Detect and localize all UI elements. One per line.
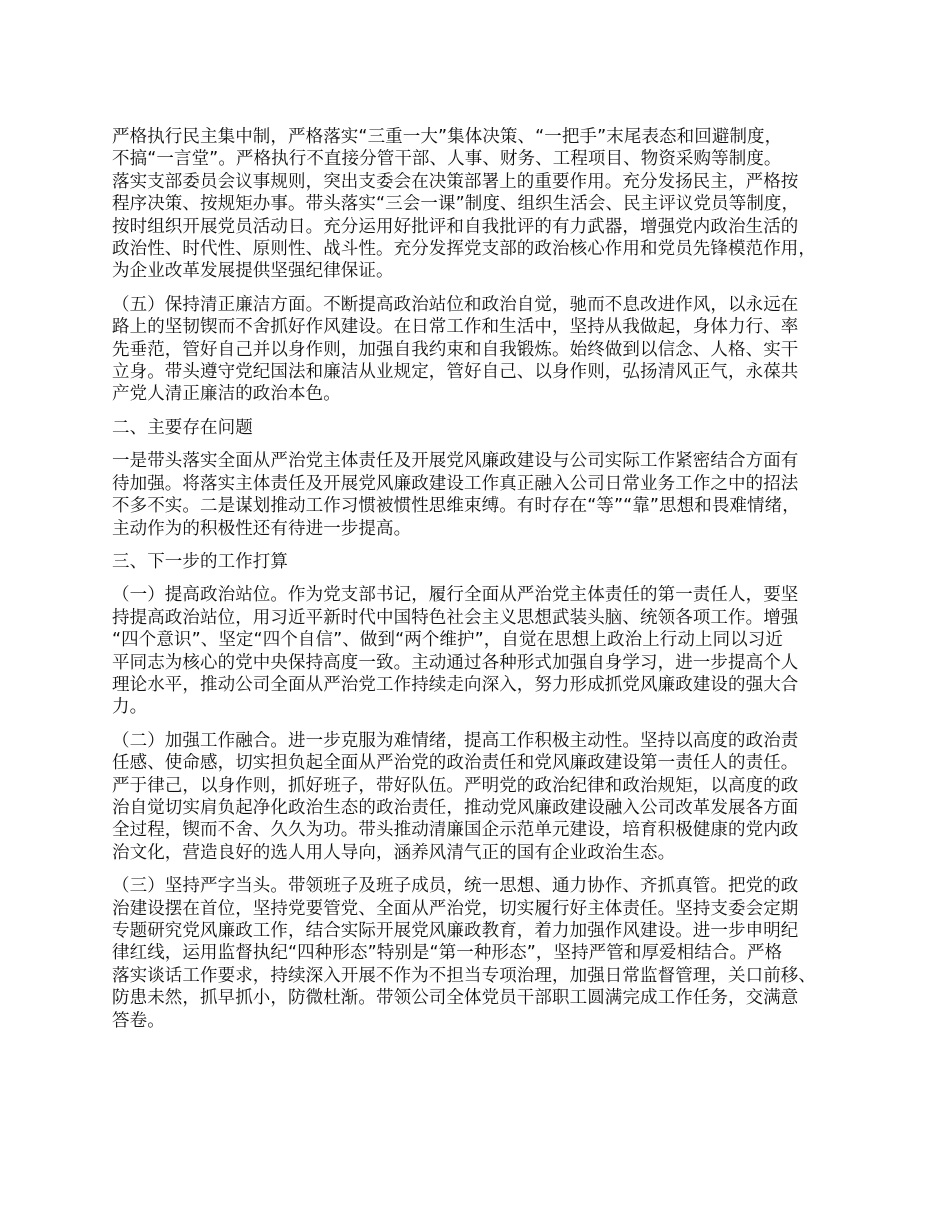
text-line: 程序决策、按规矩办事。带头落实“三会一课”制度、组织生活会、民主评议党员等制度， (112, 194, 800, 215)
text-line: 为企业改革发展提供坚强纪律保证。 (112, 261, 394, 282)
text-line: 产党人清正廉洁的政治本色。 (112, 384, 341, 405)
text-line: 立身。带头遵守党纪国法和廉洁从业规定，管好自己、以身作则，弘扬清风正气，永葆共 (112, 362, 799, 383)
text-line: （五）保持清正廉洁方面。不断提高政治站位和政治自觉，驰而不息改进作风，以永远在 (112, 294, 799, 315)
body-paragraph (112, 875, 847, 1032)
text-line: 平同志为核心的党中央保持高度一致。主动通过各种形式加强自身学习，进一步提高个人 (112, 652, 799, 673)
text-line: 落实支部委员会议事规则，突出支委会在决策部署上的重要作用。充分发扬民主，严格按 (112, 171, 799, 192)
text-line: 路上的坚韧锲而不舍抓好作风建设。在日常工作和生活中，坚持从我做起，身体力行、率 (112, 317, 799, 338)
text-line: 政治性、时代性、原则性、战斗性。充分发挥党支部的政治核心作用和党员先锋模范作用， (112, 239, 816, 260)
text-line: 理论水平，推动公司全面从严治党工作持续走向深入，努力形成抓党风廉政建设的强大合 (112, 674, 799, 695)
body-paragraph (112, 126, 847, 283)
text-line: 一是带头落实全面从严治党主体责任及开展党风廉政建设与公司实际工作紧密结合方面有 (112, 451, 799, 472)
document-page (112, 126, 847, 1043)
text-line: 落实谈话工作要求，持续深入开展不作为不担当专项治理，加强日常监督管理，关口前移、 (112, 965, 816, 986)
text-line: （一）提高政治站位。作为党支部书记，履行全面从严治党主体责任的第一责任人，要坚 (112, 585, 799, 606)
text-line: “四个意识”、坚定“四个自信”、做到“两个维护”，自觉在思想上政治上行动上同以习近 (112, 630, 783, 651)
text-line: 主动作为的积极性还有待进一步提高。 (112, 518, 412, 539)
text-line: 治建设摆在首位，坚持党要管党、全面从严治党，切实履行好主体责任。坚持支委会定期 (112, 898, 799, 919)
text-line: 不多不实。二是谋划推动工作习惯被惯性思维束缚。有时存在“等”“靠”思想和畏难情绪， (112, 496, 800, 517)
text-line: 持提高政治站位，用习近平新时代中国特色社会主义思想武装头脑、统领各项工作。增强 (112, 607, 799, 628)
text-line: （二）加强工作融合。进一步克服为难情绪，提高工作积极主动性。坚持以高度的政治责 (112, 730, 799, 751)
text-line: 待加强。将落实主体责任及开展党风廉政建设工作真正融入公司日常业务工作之中的招法 (112, 473, 799, 494)
text-line: 严于律己，以身作则，抓好班子，带好队伍。严明党的政治纪律和政治规矩，以高度的政 (112, 775, 799, 796)
body-paragraph (112, 294, 847, 406)
text-line: 任感、使命感，切实担负起全面从严治党的政治责任和党风廉政建设第一责任人的责任。 (112, 753, 799, 774)
text-line: 不搞“一言堂”。严格执行不直接分管干部、人事、财务、工程项目、物资采购等制度。 (112, 149, 782, 170)
text-line: 全过程，锲而不舍、久久为功。带头推动清廉国企示范单元建设，培育积极健康的党内政 (112, 820, 799, 841)
body-paragraph (112, 584, 847, 718)
body-paragraph (112, 730, 847, 864)
body-paragraph (112, 450, 847, 540)
text-line: （三）坚持严字当头。带领班子及班子成员，统一思想、通力协作、齐抓真管。把党的政 (112, 876, 799, 897)
text-line: 治自觉切实肩负起净化政治生态的政治责任，推动党风廉政建设融入公司改革发展各方面 (112, 797, 799, 818)
section-heading (112, 417, 847, 439)
text-line: 二、主要存在问题 (112, 417, 253, 438)
text-line: 律红线，运用监督执纪“四种形态”特别是“第一种形态”，坚持严管和厚爱相结合。严格 (112, 943, 783, 964)
text-line: 三、下一步的工作打算 (112, 551, 288, 572)
text-line: 力。 (112, 697, 148, 718)
text-line: 防患未然，抓早抓小，防微杜渐。带领公司全体党员干部职工圆满完成工作任务，交满意 (112, 988, 799, 1009)
text-line: 严格执行民主集中制，严格落实“三重一大”集体决策、“一把手”末尾表态和回避制度， (112, 127, 783, 147)
section-heading (112, 551, 847, 573)
text-line: 先垂范，管好自己并以身作则，加强自我约束和自我锻炼。始终做到以信念、人格、实干 (112, 339, 799, 360)
text-line: 答卷。 (112, 1010, 165, 1031)
text-line: 治文化，营造良好的选人用人导向，涵养风清气正的国有企业政治生态。 (112, 842, 676, 863)
text-line: 专题研究党风廉政工作，结合实际开展党风廉政教育，着力加强作风建设。进一步申明纪 (112, 921, 799, 941)
text-line: 按时组织开展党员活动日。充分运用好批评和自我批评的有力武器，增强党内政治生活的 (112, 216, 799, 237)
